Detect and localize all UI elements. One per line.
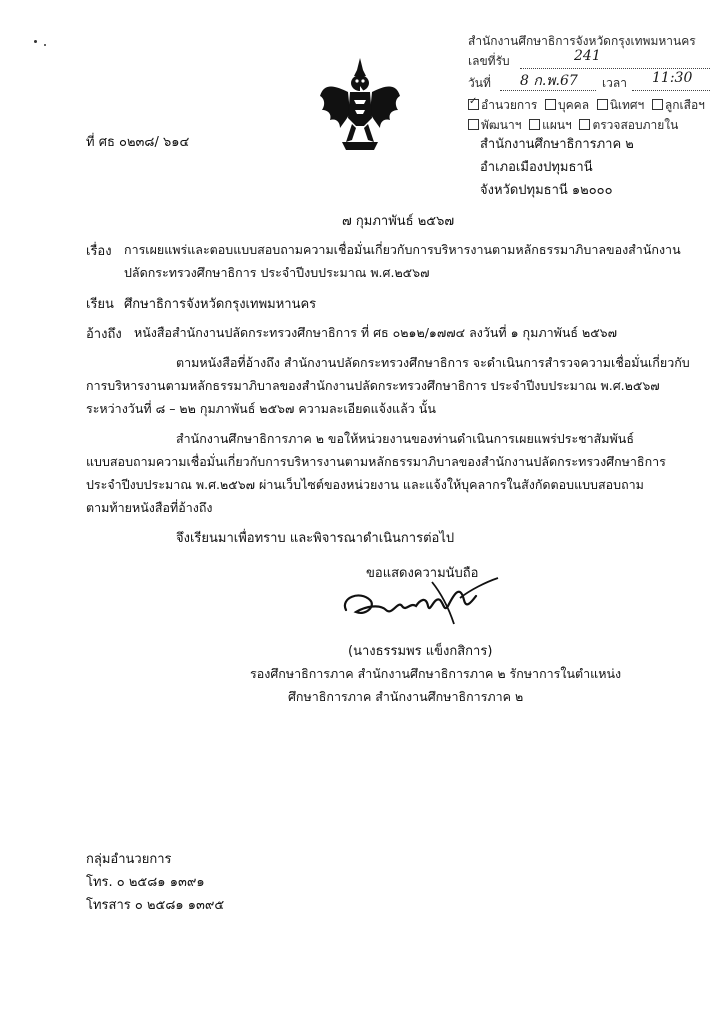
closing-request: จึงเรียนมาเพื่อทราบ และพิจารณาดำเนินการต่อไป xyxy=(176,531,455,546)
stamp-office: สำนักงานศึกษาธิการจังหวัดกรุงเทพมหานคร xyxy=(468,34,696,48)
checkbox-icon xyxy=(529,119,540,130)
checkbox-icon xyxy=(468,119,479,130)
checkbox-icon xyxy=(579,119,590,130)
stamp-option: อำนวยการ xyxy=(481,98,538,112)
scan-speck xyxy=(44,44,46,46)
letter-date: ๗ กุมภาพันธ์ ๒๕๖๗ xyxy=(342,214,455,229)
checkbox-icon xyxy=(597,99,608,110)
stamp-time-value: 11:30 xyxy=(652,70,693,86)
department: กลุ่มอำนวยการ xyxy=(86,852,172,867)
garuda-emblem-icon xyxy=(318,56,402,152)
sender-address-line: จังหวัดปทุมธานี ๑๒๐๐๐ xyxy=(480,183,613,198)
subject-line: การเผยแพร่และตอบแบบสอบถามความเชื่อมั่นเกี่ยวกับการบริหารงานตามหลักธรรมาภิบาลของสำนักงาน xyxy=(124,242,681,257)
ref-label: อ้างถึง xyxy=(86,327,122,342)
checkbox-icon xyxy=(545,99,556,110)
checkbox-icon xyxy=(652,99,663,110)
stamp-option: นิเทศฯ xyxy=(609,98,645,112)
signer-title-line: ศึกษาธิการภาค สำนักงานศึกษาธิการภาค ๒ xyxy=(288,689,524,704)
doc-number: ที่ ศธ ๐๒๓๘/ ๖๑๔ xyxy=(86,135,190,150)
stamp-option: ตรวจสอบภายใน xyxy=(592,118,679,132)
signature xyxy=(336,576,504,634)
fax: โทรสาร ๐ ๒๕๘๑ ๑๓๙๕ xyxy=(86,898,225,913)
body-line: การบริหารงานตามหลักธรรมาภิบาลของสำนักงานปลัดกระทรวงศึกษาธิการ ประจำปีงบประมาณ พ.ศ.๒๕๖๗ xyxy=(86,378,660,393)
sender-address-line: อำเภอเมืองปทุมธานี xyxy=(480,160,593,175)
to-label: เรียน xyxy=(86,297,114,312)
stamp-date-value: 8 ก.พ.67 xyxy=(520,73,578,89)
body-line: ระหว่างวันที่ ๘ – ๒๒ กุมภาพันธ์ ๒๕๖๗ ความละเอียดแจ้งแล้ว นั้น xyxy=(86,401,436,416)
scan-speck xyxy=(34,40,37,43)
body-line: แบบสอบถามความเชื่อมั่นเกี่ยวกับการบริหารงานตามหลักธรรมาภิบาลของสำนักงานปลัดกระทรวงศึกษาธิการ xyxy=(86,454,666,469)
body-line: ตามท้ายหนังสือที่อ้างถึง xyxy=(86,500,213,515)
stamp-time-label: เวลา xyxy=(602,76,627,90)
stamp-option: แผนฯ xyxy=(542,118,572,132)
stamp-option: บุคคล xyxy=(558,98,590,112)
stamp-receipt-label: เลขที่รับ xyxy=(468,54,510,68)
stamp-receipt-no: 241 xyxy=(574,48,601,64)
subject-line: ปลัดกระทรวงศึกษาธิการ ประจำปีงบประมาณ พ.ศ.๒๕๖๗ xyxy=(124,265,430,280)
stamp-option: พัฒนาฯ xyxy=(481,118,522,132)
receive-stamp xyxy=(456,28,724,140)
stamp-option: ลูกเสือฯ xyxy=(664,98,705,112)
subject-label: เรื่อง xyxy=(86,244,112,259)
ref-value: หนังสือสำนักงานปลัดกระทรวงศึกษาธิการ ที่ ศธ ๐๒๑๒/๑๗๗๔ ลงวันที่ ๑ กุมภาพันธ์ ๒๕๖๗ xyxy=(134,325,618,340)
body-line: ประจำปีงบประมาณ พ.ศ.๒๕๖๗ ผ่านเว็บไซต์ของหน่วยงาน และแจ้งให้บุคลากรในสังกัดตอบแบบสอบถาม xyxy=(86,477,644,492)
to-value: ศึกษาธิการจังหวัดกรุงเทพมหานคร xyxy=(124,297,317,312)
signer-title-line: รองศึกษาธิการภาค สำนักงานศึกษาธิการภาค ๒ รักษาการในตำแหน่ง xyxy=(250,666,622,681)
stamp-options-row-1 xyxy=(468,96,705,115)
salutation: ขอแสดงความนับถือ xyxy=(366,566,479,581)
checkbox-icon xyxy=(468,99,479,110)
body-line: สำนักงานศึกษาธิการภาค ๒ ขอให้หน่วยงานของท่านดำเนินการเผยแพร่ประชาสัมพันธ์ xyxy=(176,431,634,446)
signer-name: (นางธรรมพร แข็งกสิการ) xyxy=(348,644,493,659)
body-line: ตามหนังสือที่อ้างถึง สำนักงานปลัดกระทรวงศึกษาธิการ จะดำเนินการสำรวจความเชื่อมั่นเกี่ยวกับ xyxy=(176,355,690,370)
sender-address-line: สำนักงานศึกษาธิการภาค ๒ xyxy=(480,137,634,152)
phone: โทร. ๐ ๒๕๘๑ ๑๓๙๑ xyxy=(86,875,205,890)
stamp-date-label: วันที่ xyxy=(468,76,491,90)
